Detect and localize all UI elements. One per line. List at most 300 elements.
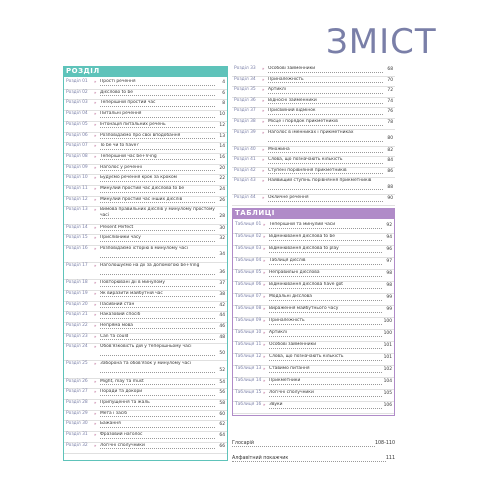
toc-entry[interactable] bbox=[66, 207, 225, 219]
entry-title: Найвищий ступінь порівняння прикметників bbox=[268, 178, 383, 190]
entry-label: Розділ 24 bbox=[66, 344, 88, 350]
entry-label: Розділ 06 bbox=[66, 132, 88, 138]
entry-title: Обов'язковість дій у теперішньому часі bbox=[100, 344, 215, 356]
entry-label: Розділ 12 bbox=[66, 196, 88, 202]
bullet-icon: » bbox=[94, 121, 97, 127]
entry-page: 98 bbox=[386, 283, 392, 288]
toc-entry[interactable] bbox=[66, 111, 225, 118]
toc-entry[interactable] bbox=[234, 108, 393, 115]
entry-page: 48 bbox=[219, 334, 225, 340]
toc-entry[interactable] bbox=[66, 291, 225, 298]
entry-label: Розділ 21 bbox=[66, 312, 88, 318]
entry-page: 64 bbox=[219, 433, 225, 439]
entry-title: Прислівники часу bbox=[100, 235, 215, 242]
toc-entry[interactable] bbox=[235, 258, 392, 265]
toc-entry[interactable] bbox=[66, 344, 225, 356]
entry-label: Розділ 17 bbox=[66, 263, 88, 269]
entry-title: Поради та докори bbox=[100, 389, 215, 396]
entry-label: Таблиця 13 bbox=[235, 366, 262, 371]
bullet-icon: » bbox=[263, 294, 266, 299]
toc-entry[interactable] bbox=[66, 100, 225, 107]
entry-label: Розділ 34 bbox=[234, 76, 256, 82]
entry-title: Таблиця дієслів bbox=[269, 258, 382, 265]
entry-label: Розділ 14 bbox=[66, 224, 88, 230]
toc-entry[interactable] bbox=[66, 235, 225, 242]
sections-list-left bbox=[63, 77, 228, 461]
entry-page: 22 bbox=[219, 176, 225, 182]
entry-title: Теперішній та минулий часи bbox=[269, 222, 382, 229]
entry-page: 80 bbox=[387, 136, 393, 142]
entry-label: Розділ 43 bbox=[234, 178, 256, 184]
entry-label: Розділ 35 bbox=[234, 87, 256, 93]
entry-label: Розділ 32 bbox=[66, 442, 88, 448]
bullet-icon: » bbox=[262, 66, 265, 71]
toc-entry[interactable] bbox=[234, 147, 393, 154]
toc-entry[interactable] bbox=[66, 154, 225, 161]
entry-label: Розділ 33 bbox=[234, 66, 256, 71]
bullet-icon: » bbox=[94, 235, 97, 241]
row-divider bbox=[64, 453, 227, 454]
entry-label: Таблиця 12 bbox=[235, 354, 262, 359]
entry-page: 60 bbox=[219, 411, 225, 417]
entry-label: Розділ 08 bbox=[66, 153, 88, 159]
entry-page: 76 bbox=[387, 109, 393, 115]
entry-title: To be чи to have? bbox=[100, 143, 215, 150]
bullet-icon: » bbox=[94, 186, 97, 191]
entry-page: 16 bbox=[219, 154, 225, 160]
toc-entry[interactable] bbox=[66, 432, 225, 439]
entry-title: Слова, що позначають кількість bbox=[269, 354, 382, 361]
bullet-icon: » bbox=[94, 245, 97, 251]
toc-entry[interactable] bbox=[66, 90, 225, 97]
entry-page: 14 bbox=[219, 144, 225, 150]
entry-label: Таблиця 05 bbox=[235, 270, 262, 275]
entry-label: Розділ 13 bbox=[66, 207, 88, 213]
entry-page: 13 bbox=[219, 133, 225, 139]
entry-page: 58 bbox=[219, 401, 225, 406]
entry-page: 100 bbox=[383, 331, 392, 336]
entry-title: Звуки bbox=[269, 402, 382, 409]
entry-page: 70 bbox=[387, 77, 393, 83]
bullet-icon: » bbox=[263, 402, 266, 407]
bullet-icon: » bbox=[262, 129, 265, 135]
entry-label: Розділ 25 bbox=[66, 361, 88, 367]
entry-page: 88 bbox=[387, 184, 393, 190]
bullet-icon: » bbox=[94, 280, 97, 286]
entry-label: Таблиця 15 bbox=[235, 390, 262, 395]
toc-entry[interactable] bbox=[235, 294, 392, 301]
entry-title: Слова, що позначають кількість bbox=[268, 157, 383, 164]
entry-page: 98 bbox=[386, 271, 392, 276]
entry-title: Can та could bbox=[100, 334, 215, 341]
entry-label: Розділ 22 bbox=[66, 322, 88, 328]
entry-page: 104 bbox=[383, 379, 392, 384]
entry-page: 97 bbox=[386, 259, 392, 264]
entry-page: 101 bbox=[383, 355, 392, 360]
row-divider bbox=[233, 413, 394, 414]
entry-title: Минулий простий час дієслова to be bbox=[100, 186, 215, 193]
entry-title: Особові займенники bbox=[269, 342, 382, 349]
toc-entry[interactable] bbox=[66, 246, 225, 258]
bullet-icon: » bbox=[262, 146, 265, 152]
entry-page: 56 bbox=[219, 390, 225, 396]
bullet-icon: » bbox=[94, 175, 97, 181]
entry-page: 68 bbox=[387, 67, 393, 72]
toc-entry[interactable] bbox=[66, 379, 225, 386]
entry-title: Вимова правильних дієслів у минулому простому часі bbox=[100, 207, 215, 218]
toc-entry[interactable] bbox=[235, 390, 392, 397]
entry-page: 12 bbox=[219, 122, 225, 128]
toc-entry[interactable] bbox=[66, 443, 225, 450]
bullet-icon: » bbox=[94, 100, 97, 106]
entry-page: 74 bbox=[387, 98, 393, 104]
entry-label: Розділ 38 bbox=[234, 119, 256, 124]
toc-entry[interactable] bbox=[235, 306, 392, 313]
entry-title: Прикметники bbox=[269, 378, 382, 385]
bullet-icon: » bbox=[263, 222, 266, 227]
entry-title: Заборона та обов'язок у минулому часі bbox=[100, 361, 215, 373]
entry-title: Інтонація питальних речень bbox=[100, 122, 215, 129]
index-label: Алфавітний покажчик bbox=[232, 456, 386, 462]
bullet-icon: » bbox=[94, 224, 97, 230]
entry-page: 8 bbox=[222, 101, 225, 107]
tables-list bbox=[232, 219, 395, 416]
toc-entry[interactable] bbox=[66, 302, 225, 309]
bullet-icon: » bbox=[262, 167, 265, 173]
entry-page: 96 bbox=[386, 247, 392, 252]
bullet-icon: » bbox=[94, 111, 97, 117]
bullet-icon: » bbox=[263, 342, 266, 347]
entry-title: Наголошуємо на дії за допомогою be+Ving bbox=[100, 263, 215, 275]
toc-entry[interactable] bbox=[235, 318, 392, 325]
entry-title: Відмінювання дієслова have got bbox=[269, 282, 382, 289]
entry-label: Розділ 26 bbox=[66, 378, 88, 384]
bullet-icon: » bbox=[263, 390, 266, 395]
entry-page: 52 bbox=[219, 367, 225, 373]
bullet-icon: » bbox=[262, 195, 265, 201]
toc-entry[interactable] bbox=[235, 234, 392, 241]
entry-label: Таблиця 10 bbox=[235, 330, 262, 335]
bullet-icon: » bbox=[94, 389, 97, 395]
entry-label: Таблиця 07 bbox=[235, 294, 262, 299]
bullet-icon: » bbox=[263, 246, 266, 251]
entry-page: 99 bbox=[386, 295, 392, 300]
entry-title: Непряма мова bbox=[100, 323, 215, 330]
bullet-icon: » bbox=[263, 378, 266, 383]
toc-entry[interactable] bbox=[234, 178, 393, 190]
toc-entry[interactable] bbox=[66, 186, 225, 193]
entry-page: 78 bbox=[387, 120, 393, 125]
toc-entry[interactable] bbox=[235, 354, 392, 361]
toc-entry[interactable] bbox=[66, 411, 225, 418]
entry-page: 101 bbox=[383, 343, 392, 348]
entry-title: Фразовий наголос bbox=[100, 432, 215, 439]
entry-page: 105 bbox=[383, 391, 392, 396]
entry-page: 72 bbox=[387, 88, 393, 94]
entry-page: 62 bbox=[219, 422, 225, 428]
toc-entry[interactable] bbox=[235, 402, 392, 409]
entry-page: 50 bbox=[219, 350, 225, 356]
toc-entry[interactable] bbox=[66, 389, 225, 396]
entry-page: 42 bbox=[219, 302, 225, 308]
entry-page: 6 bbox=[222, 90, 225, 96]
glossary-page: 108-110 bbox=[374, 441, 395, 446]
bullet-icon: » bbox=[263, 318, 266, 323]
entry-page: 10 bbox=[219, 112, 225, 118]
toc-entry[interactable] bbox=[66, 197, 225, 204]
toc-entry[interactable] bbox=[234, 157, 393, 164]
bullet-icon: » bbox=[94, 322, 97, 328]
entry-title: Особові займенники bbox=[268, 66, 383, 73]
toc-entry[interactable] bbox=[66, 312, 225, 319]
entry-page: 90 bbox=[387, 196, 393, 202]
entry-title: Пасивний стан bbox=[100, 302, 215, 309]
entry-title: Відносні займенники bbox=[268, 98, 383, 105]
tables-header: ТАБЛИЦІ bbox=[232, 208, 395, 219]
entry-page: 100 bbox=[383, 319, 392, 324]
entry-label: Таблиця 11 bbox=[235, 342, 262, 347]
toc-entry[interactable] bbox=[234, 195, 393, 202]
bullet-icon: » bbox=[263, 270, 266, 275]
page-title: ЗМІСТ bbox=[326, 22, 437, 62]
bullet-icon: » bbox=[94, 400, 97, 405]
entry-page: 4 bbox=[222, 80, 225, 85]
entry-page: 106 bbox=[383, 403, 392, 408]
toc-entry[interactable] bbox=[66, 421, 225, 428]
entry-label: Розділ 02 bbox=[66, 89, 88, 95]
entry-page: 66 bbox=[219, 443, 225, 449]
entry-label: Розділ 37 bbox=[234, 108, 256, 114]
entry-title: Будуємо речення крок за кроком bbox=[100, 175, 215, 182]
sections-list-right bbox=[232, 64, 395, 202]
entry-title: Теперішній простий час bbox=[100, 100, 215, 107]
entry-title: Наголос у реченні bbox=[100, 165, 215, 172]
entry-label: Розділ 29 bbox=[66, 410, 88, 416]
bullet-icon: » bbox=[263, 306, 266, 311]
bullet-icon: » bbox=[94, 153, 97, 159]
entry-label: Розділ 05 bbox=[66, 121, 88, 127]
bullet-icon: » bbox=[262, 108, 265, 114]
bullet-icon: » bbox=[94, 442, 97, 448]
entry-page: 54 bbox=[219, 379, 225, 385]
toc-entry[interactable] bbox=[235, 330, 392, 337]
toc-entry[interactable] bbox=[234, 119, 393, 126]
entry-title: Присвійний відмінок bbox=[268, 108, 383, 115]
bullet-icon: » bbox=[262, 87, 265, 93]
glossary-label: Глосарій bbox=[232, 441, 375, 447]
entry-title: Приналежність bbox=[268, 77, 383, 84]
entry-page: 20 bbox=[219, 165, 225, 171]
entry-page: 44 bbox=[219, 313, 225, 319]
entry-page: 94 bbox=[386, 235, 392, 240]
bullet-icon: » bbox=[263, 366, 266, 371]
entry-title: Логічні сполучники bbox=[100, 443, 215, 450]
entry-page: 36 bbox=[219, 269, 225, 275]
entry-label: Розділ 19 bbox=[66, 290, 88, 296]
toc-entry[interactable] bbox=[234, 130, 393, 142]
entry-page: 24 bbox=[219, 187, 225, 192]
toc-entry[interactable] bbox=[66, 280, 225, 287]
entry-label: Розділ 18 bbox=[66, 280, 88, 286]
entry-label: Розділ 39 bbox=[234, 129, 256, 135]
entry-title: Повторювані дії в минулому bbox=[100, 280, 215, 287]
entry-page: 38 bbox=[219, 291, 225, 297]
bullet-icon: » bbox=[262, 76, 265, 82]
bullet-icon: » bbox=[94, 89, 97, 95]
entry-title: Теперішній час be+V-ing bbox=[100, 154, 215, 161]
index-entry[interactable] bbox=[232, 456, 395, 462]
entry-title: Розповідаємо про свої вподобання bbox=[100, 133, 215, 140]
entry-title: Як виразити майбутній час bbox=[100, 291, 215, 298]
entry-title: Наголос в іменниках і прикметниках bbox=[268, 130, 383, 142]
entry-label: Розділ 41 bbox=[234, 157, 256, 163]
entry-label: Розділ 07 bbox=[66, 143, 88, 149]
entry-label: Таблиця 09 bbox=[235, 318, 262, 323]
entry-label: Розділ 03 bbox=[66, 100, 88, 106]
toc-entry[interactable] bbox=[234, 77, 393, 84]
bullet-icon: » bbox=[94, 263, 97, 269]
toc-entry[interactable] bbox=[235, 342, 392, 349]
toc-entry[interactable] bbox=[235, 366, 392, 373]
toc-entry[interactable] bbox=[66, 165, 225, 172]
entry-page: 84 bbox=[387, 158, 393, 164]
bullet-icon: » bbox=[94, 378, 97, 384]
entry-page: 26 bbox=[219, 197, 225, 203]
bullet-icon: » bbox=[263, 282, 266, 287]
bullet-icon: » bbox=[262, 97, 265, 103]
entry-label: Розділ 23 bbox=[66, 333, 88, 339]
entry-label: Розділ 04 bbox=[66, 111, 88, 117]
entry-page: 46 bbox=[219, 323, 225, 329]
entry-title: Мета і засіб bbox=[100, 411, 215, 418]
bullet-icon: » bbox=[94, 432, 97, 438]
entry-page: 34 bbox=[219, 252, 225, 258]
entry-title: Логічні сполучники bbox=[269, 390, 382, 397]
sections-left-column bbox=[63, 66, 228, 461]
entry-title: Ставимо питання bbox=[269, 366, 382, 373]
entry-label: Розділ 11 bbox=[66, 186, 88, 191]
toc-entry[interactable] bbox=[235, 222, 392, 229]
entry-label: Розділ 36 bbox=[234, 97, 256, 103]
entry-label: Таблиця 03 bbox=[235, 246, 262, 251]
entry-title: Приналежність bbox=[269, 318, 382, 325]
bullet-icon: » bbox=[94, 207, 97, 213]
entry-label: Таблиця 02 bbox=[235, 234, 262, 239]
entry-label: Розділ 44 bbox=[234, 195, 256, 201]
entry-title: Окличне речення bbox=[268, 195, 383, 202]
toc-entry[interactable] bbox=[235, 270, 392, 277]
toc-entry[interactable] bbox=[235, 282, 392, 289]
bullet-icon: » bbox=[262, 119, 265, 124]
entry-page: 99 bbox=[386, 307, 392, 312]
toc-entry[interactable] bbox=[66, 323, 225, 330]
entry-label: Таблиця 06 bbox=[235, 282, 262, 287]
entry-page: 30 bbox=[219, 225, 225, 231]
bullet-icon: » bbox=[263, 354, 266, 359]
toc-entry[interactable] bbox=[66, 334, 225, 341]
entry-label: Розділ 16 bbox=[66, 245, 88, 251]
toc-entry[interactable] bbox=[66, 143, 225, 150]
toc-entry[interactable] bbox=[234, 168, 393, 175]
entry-title: Прості речення bbox=[100, 79, 215, 86]
entry-page: 82 bbox=[387, 147, 393, 153]
bullet-icon: » bbox=[262, 178, 265, 184]
toc-entry[interactable] bbox=[66, 225, 225, 232]
toc-entry[interactable] bbox=[66, 79, 225, 86]
entry-page: 37 bbox=[219, 281, 225, 287]
bullet-icon: » bbox=[94, 196, 97, 202]
toc-entry[interactable] bbox=[66, 133, 225, 140]
bullet-icon: » bbox=[94, 301, 97, 307]
toc-entry[interactable] bbox=[234, 66, 393, 73]
bullet-icon: » bbox=[94, 410, 97, 416]
entry-title: Артиклі bbox=[268, 87, 383, 94]
glossary-entry[interactable] bbox=[232, 441, 395, 447]
entry-title: Припущення та жаль bbox=[100, 400, 215, 407]
entry-label: Розділ 31 bbox=[66, 432, 88, 438]
toc-entry[interactable] bbox=[66, 175, 225, 182]
toc-entry[interactable] bbox=[66, 400, 225, 407]
toc-entry[interactable] bbox=[235, 378, 392, 385]
sections-right-column bbox=[232, 64, 395, 416]
entry-title: Відмінювання дієслова to play bbox=[269, 246, 382, 253]
entry-label: Розділ 20 bbox=[66, 301, 88, 307]
bullet-icon: » bbox=[263, 234, 266, 239]
toc-entry[interactable] bbox=[234, 87, 393, 94]
bullet-icon: » bbox=[94, 421, 97, 427]
entry-label: Розділ 01 bbox=[66, 79, 88, 84]
entry-label: Розділ 28 bbox=[66, 400, 88, 405]
toc-entry[interactable] bbox=[66, 361, 225, 373]
sections-header: РОЗДІЛ bbox=[63, 66, 228, 77]
bullet-icon: » bbox=[94, 361, 97, 367]
entry-page: 32 bbox=[219, 236, 225, 242]
entry-label: Таблиця 14 bbox=[235, 378, 262, 383]
entry-title: Наказовий спосіб bbox=[100, 312, 215, 319]
toc-entry[interactable] bbox=[66, 122, 225, 129]
entry-title: Модальні дієслова bbox=[269, 294, 382, 301]
entry-page: 86 bbox=[387, 168, 393, 174]
bullet-icon: » bbox=[94, 132, 97, 138]
entry-label: Розділ 30 bbox=[66, 421, 88, 427]
bullet-icon: » bbox=[94, 333, 97, 339]
entry-title: Минулий простий час інших дієслів bbox=[100, 197, 215, 204]
entry-title: Відмінювання дієслова to be bbox=[269, 234, 382, 241]
entry-title: Місце і порядок прикметників bbox=[268, 119, 383, 126]
toc-entry[interactable] bbox=[66, 263, 225, 275]
bullet-icon: » bbox=[94, 79, 97, 84]
toc-entry[interactable] bbox=[234, 98, 393, 105]
bullet-icon: » bbox=[263, 330, 266, 335]
entry-label: Розділ 10 bbox=[66, 175, 88, 181]
bullet-icon: » bbox=[94, 344, 97, 350]
entry-title: Ступені порівняння прикметників bbox=[268, 168, 383, 175]
entry-title: Розповідаємо історію в минулому часі bbox=[100, 246, 215, 258]
bullet-icon: » bbox=[94, 290, 97, 296]
index-page: 111 bbox=[385, 456, 395, 461]
bullet-icon: » bbox=[263, 258, 266, 263]
entry-page: 102 bbox=[383, 367, 392, 372]
entry-label: Таблиця 08 bbox=[235, 306, 262, 311]
entry-label: Розділ 42 bbox=[234, 167, 256, 173]
entry-title: Present Perfect bbox=[100, 225, 215, 232]
entry-label: Таблиця 01 bbox=[235, 222, 262, 227]
entry-title: Питальні речення bbox=[100, 111, 215, 118]
entry-page: 28 bbox=[219, 213, 225, 219]
entry-title: Артиклі bbox=[269, 330, 382, 337]
toc-entry[interactable] bbox=[235, 246, 392, 253]
bullet-icon: » bbox=[94, 164, 97, 170]
